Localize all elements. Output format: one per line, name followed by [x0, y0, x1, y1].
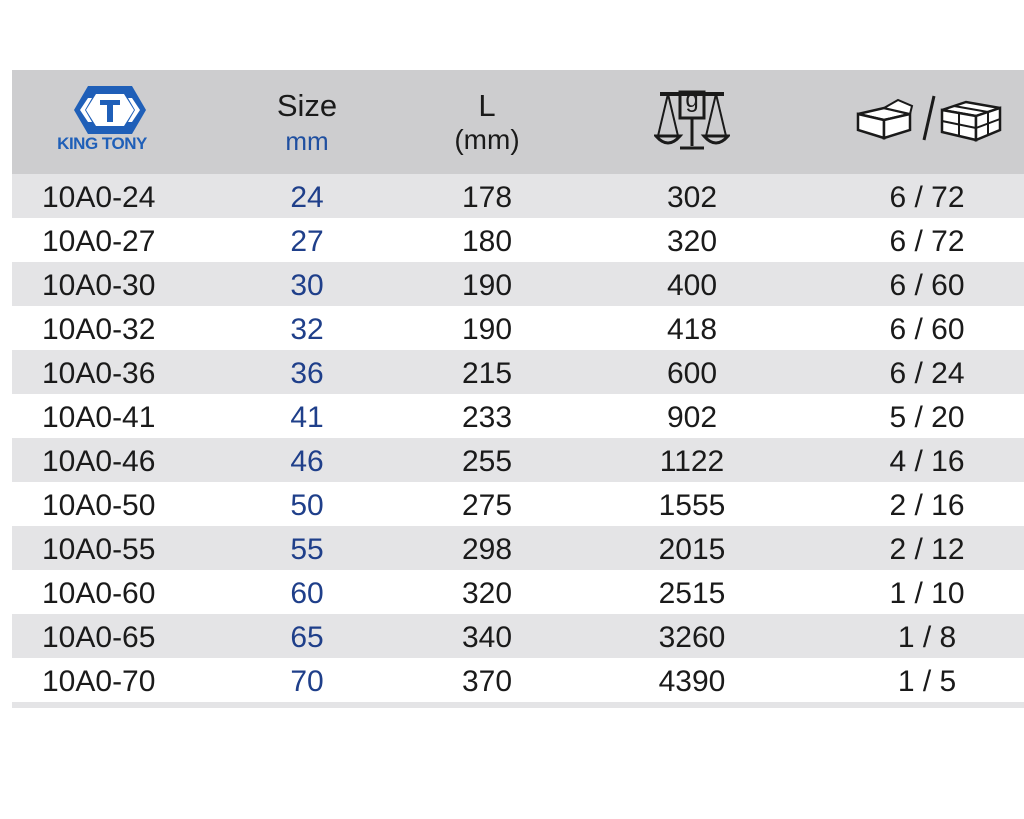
- size-cell: 70: [290, 665, 324, 698]
- model-number-cell: 10A0-30: [42, 269, 156, 302]
- size-cell: 27: [290, 225, 324, 258]
- size-cell: 41: [290, 401, 324, 434]
- packaging-cell: 1 / 10: [889, 577, 965, 610]
- packaging-cell: 6 / 60: [889, 313, 965, 346]
- spec-table: [12, 70, 1024, 708]
- weight-cell: 4390: [658, 665, 726, 698]
- length-cell: 180: [461, 225, 513, 258]
- table-row: [12, 262, 1024, 306]
- packaging-cell: 1 / 5: [897, 665, 957, 698]
- weight-column-header: [642, 70, 742, 174]
- model-number-cell: 10A0-36: [42, 357, 156, 390]
- weight-cell: 302: [666, 181, 718, 214]
- length-cell: 320: [461, 577, 513, 610]
- table-row: [12, 570, 1024, 614]
- table-row: [12, 482, 1024, 526]
- weight-cell: 600: [666, 357, 718, 390]
- weight-cell: 3260: [658, 621, 726, 654]
- model-number-cell: 10A0-50: [42, 489, 156, 522]
- table-row: [12, 658, 1024, 702]
- weight-symbol: g: [685, 86, 699, 113]
- packaging-cell: 6 / 72: [889, 181, 965, 214]
- model-number-cell: 10A0-65: [42, 621, 156, 654]
- packaging-column-header: [842, 70, 1012, 174]
- packaging-cell: 6 / 72: [889, 225, 965, 258]
- packaging-cell: 2 / 16: [889, 489, 965, 522]
- weight-cell: 320: [666, 225, 718, 258]
- model-number-cell: 10A0-70: [42, 665, 156, 698]
- packaging-cell: 2 / 12: [889, 533, 965, 566]
- size-cell: 55: [290, 533, 324, 566]
- length-cell: 233: [461, 401, 513, 434]
- model-number-cell: 10A0-55: [42, 533, 156, 566]
- size-cell: 32: [290, 313, 324, 346]
- length-cell: 215: [461, 357, 513, 390]
- length-cell: 275: [461, 489, 513, 522]
- size-cell: 50: [290, 489, 324, 522]
- length-cell: 190: [461, 269, 513, 302]
- model-number-cell: 10A0-27: [42, 225, 156, 258]
- length-label: L: [478, 88, 496, 123]
- length-column-header: [442, 70, 532, 174]
- size-unit: mm: [285, 126, 329, 156]
- model-number-cell: 10A0-60: [42, 577, 156, 610]
- length-unit: (mm): [454, 124, 520, 155]
- table-row: [12, 614, 1024, 658]
- model-number-cell: 10A0-41: [42, 401, 156, 434]
- length-cell: 340: [461, 621, 513, 654]
- weight-cell: 1122: [659, 445, 725, 478]
- packaging-cell: 6 / 60: [889, 269, 965, 302]
- table-row: [12, 174, 1024, 218]
- length-cell: 190: [461, 313, 513, 346]
- table-row: [12, 438, 1024, 482]
- table-header: [12, 70, 1024, 174]
- size-cell: 24: [290, 181, 324, 214]
- brand-logo: [32, 70, 152, 174]
- weight-cell: 400: [666, 269, 718, 302]
- table-row: [12, 526, 1024, 570]
- packaging-cell: 5 / 20: [889, 401, 965, 434]
- length-cell: 178: [461, 181, 513, 214]
- packaging-cell: 1 / 8: [897, 621, 957, 654]
- length-cell: 370: [461, 665, 513, 698]
- weight-cell: 2015: [658, 533, 726, 566]
- size-cell: 30: [290, 269, 324, 302]
- weight-cell: 902: [666, 401, 718, 434]
- size-label: Size: [276, 88, 338, 123]
- weight-cell: 418: [666, 313, 718, 346]
- model-number-cell: 10A0-46: [42, 445, 156, 478]
- weight-cell: 1555: [658, 489, 726, 522]
- table-row: [12, 306, 1024, 350]
- model-number-cell: 10A0-32: [42, 313, 156, 346]
- weight-cell: 2515: [658, 577, 726, 610]
- table-row: [12, 350, 1024, 394]
- length-cell: 255: [461, 445, 513, 478]
- box-and-carton-icon: [854, 94, 1004, 142]
- king-tony-logo-icon: [74, 84, 146, 136]
- table-row: [12, 218, 1024, 262]
- table-footer-strip: [12, 702, 1024, 708]
- table-row: [12, 394, 1024, 438]
- size-cell: 46: [290, 445, 324, 478]
- packaging-cell: 6 / 24: [889, 357, 965, 390]
- model-number-cell: 10A0-24: [42, 181, 156, 214]
- size-cell: 36: [290, 357, 324, 390]
- size-column-header: [262, 70, 352, 174]
- packaging-cell: 4 / 16: [889, 445, 965, 478]
- table-body: [12, 174, 1024, 702]
- size-cell: 65: [290, 621, 324, 654]
- length-cell: 298: [461, 533, 513, 566]
- brand-name: KING TONY: [57, 134, 147, 153]
- size-cell: 60: [290, 577, 324, 610]
